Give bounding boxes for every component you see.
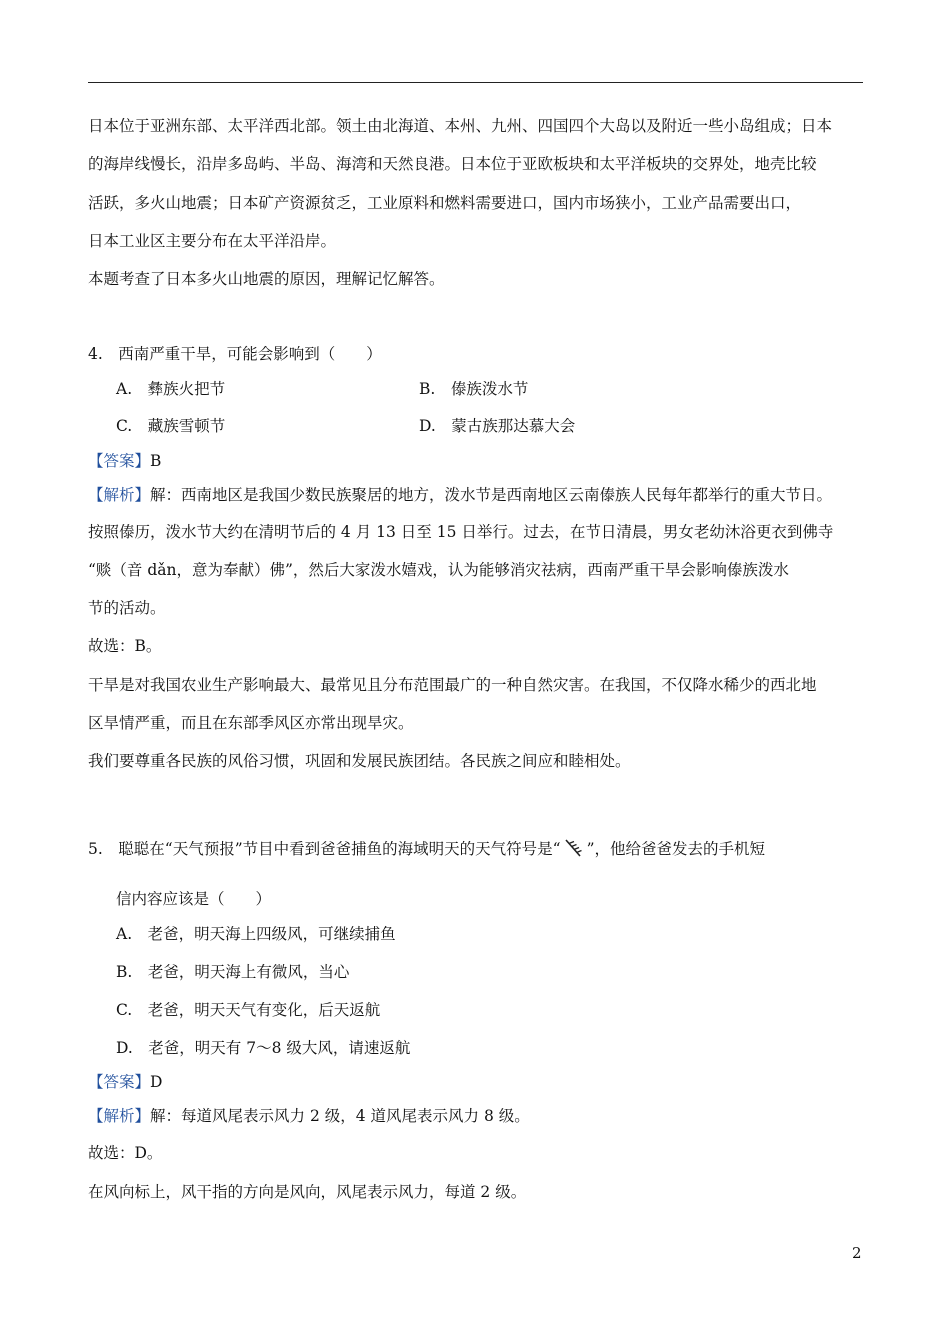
q4-answer — [88, 450, 161, 472]
q4-note-line: 区旱情严重，而且在东部季风区亦常出现旱灾。 — [88, 714, 414, 732]
analysis-text: 解：每道风尾表示风力 2 级，4 道风尾表示风力 8 级。 — [150, 1107, 530, 1125]
intro-line: 日本位于亚洲东部、太平洋西北部。领土由北海道、本州、九州、四国四个大岛以及附近一些小岛组成；日本 — [88, 117, 833, 135]
q4-option-d: D. 蒙古族那达慕大会 — [419, 417, 576, 435]
intro-line: 本题考查了日本多火山地震的原因，理解记忆解答。 — [88, 270, 445, 288]
q4-option-c: C. 藏族雪顿节 — [116, 417, 226, 435]
intro-line: 的海岸线慢长，沿岸多岛屿、半岛、海湾和天然良港。日本位于亚欧板块和太平洋板块的交界处，地壳比较 — [88, 155, 817, 173]
q5-answer — [88, 1071, 162, 1093]
q5-analysis — [88, 1105, 530, 1127]
intro-line: 日本工业区主要分布在太平洋沿岸。 — [88, 232, 337, 250]
q5-note-line: 在风向标上，风干指的方向是风向，风尾表示风力，每道 2 级。 — [88, 1183, 527, 1201]
q5-option-b: B. 老爸，明天海上有微风，当心 — [116, 963, 350, 981]
answer-value: B — [150, 452, 162, 470]
answer-tag: 【答案】 — [88, 1073, 151, 1091]
q4-option-b: B. 傣族泼水节 — [419, 380, 529, 398]
analysis-tag: 【解析】 — [88, 1107, 151, 1125]
analysis-tag: 【解析】 — [88, 486, 151, 504]
q4-option-a: A. 彝族火把节 — [116, 380, 226, 398]
page-number: 2 — [852, 1244, 862, 1262]
q4-analysis-line: 按照傣历，泼水节大约在清明节后的 4 月 13 日至 15 日举行。过去，在节日清晨，男女老幼沐浴更衣到佛寺 — [88, 523, 834, 541]
q5-option-c: C. 老爸，明天天气有变化，后天返航 — [116, 1001, 381, 1019]
q5-choice: 故选：D。 — [88, 1144, 163, 1162]
q5-stem-part-b: ”，他给爸爸发去的手机短 — [586, 840, 766, 858]
q4-choice: 故选：B。 — [88, 637, 162, 655]
q4-analysis-line: “赕（音 dǎn，意为奉献）佛”，然后大家泼水嬉戏，认为能够消灾祛病，西南严重干旱会影响傣族泼水 — [88, 561, 789, 579]
header-rule — [88, 82, 863, 83]
q5-stem-line2: 信内容应该是（ ） — [116, 890, 272, 908]
wind-barb-4-icon — [563, 838, 585, 858]
answer-value: D — [150, 1073, 163, 1091]
q4-analysis-line: 节的活动。 — [88, 599, 166, 617]
q5-option-d: D. 老爸，明天有 7～8 级大风，请速返航 — [116, 1039, 411, 1057]
q4-stem: 4. 西南严重干旱，可能会影响到（ ） — [88, 345, 382, 363]
q4-analysis — [88, 484, 832, 506]
q5-option-a: A. 老爸，明天海上四级风，可继续捕鱼 — [116, 925, 396, 943]
intro-line: 活跃，多火山地震；日本矿产资源贫乏，工业原料和燃料需要进口，国内市场狭小，工业产品需要出口， — [88, 194, 802, 212]
analysis-text: 解：西南地区是我国少数民族聚居的地方，泼水节是西南地区云南傣族人民每年都举行的重大节日。 — [150, 486, 833, 504]
q5-stem — [88, 838, 765, 860]
q5-stem-part-a: 5. 聪聪在“天气预报”节目中看到爸爸捕鱼的海域明天的天气符号是“ — [88, 840, 561, 858]
q4-note-line: 干旱是对我国农业生产影响最大、最常见且分布范围最广的一种自然灾害。在我国，不仅降水稀少的西北地 — [88, 676, 817, 694]
answer-tag: 【答案】 — [88, 452, 151, 470]
q4-note-line: 我们要尊重各民族的风俗习惯，巩固和发展民族团结。各民族之间应和睦相处。 — [88, 752, 631, 770]
